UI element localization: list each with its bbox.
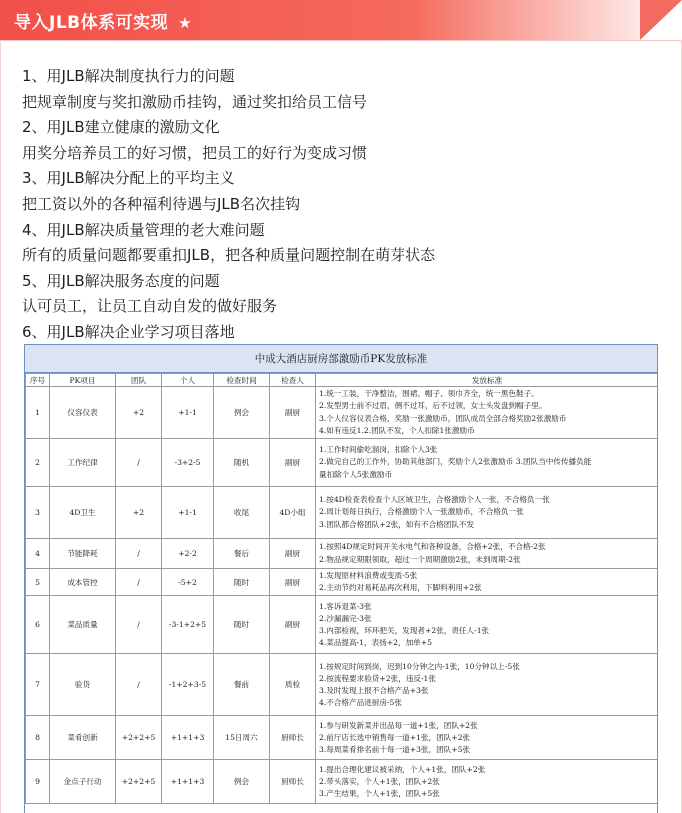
row-number: 4 — [26, 539, 50, 569]
row-number: 2 — [26, 439, 50, 487]
standard-line: 3.团队都合格团队+2张，如有不合格团队不发 — [319, 519, 475, 529]
table-row — [26, 439, 659, 487]
standard-line: 4.菜品提高-1，表扬+2，加单+5 — [319, 638, 432, 648]
header-corner-fold — [640, 0, 682, 40]
standard-line: 4.如有违反1.2.团队不发，个人扣除1张激励币 — [319, 425, 475, 435]
team-score: +2+2+5 — [116, 716, 162, 760]
checker: 4D小组 — [270, 487, 316, 539]
list-line: 1、用JLB解决制度执行力的问题 — [22, 67, 235, 85]
check-time: 例会 — [214, 760, 270, 804]
standard-line: 4.不合格产品进厨房-5张 — [319, 698, 402, 708]
standard-line: 1.工作时间偷吃溜岗，扣除个人3张 — [319, 445, 438, 455]
checker: 副厨 — [270, 439, 316, 487]
standard-line: 2.周计划每日执行，合格激励个人一张激励币，不合格负一张 — [319, 507, 524, 517]
table-row — [26, 569, 659, 596]
issue-standard — [316, 760, 659, 804]
pk-item: 金点子行动 — [50, 760, 116, 804]
standard-line: 2.物品规定期限领取，超过一个周期激励2张，未到周期-2张 — [319, 554, 521, 564]
pk-item: 菜品质量 — [50, 596, 116, 654]
list-line: 所有的质量问题都要重扣JLB，把各种质量问题控制在萌芽状态 — [22, 246, 436, 265]
checker: 副厨 — [270, 569, 316, 596]
column-header: 序号 — [26, 374, 50, 387]
standard-line: 2.带头落实，个人+1张，团队+2张 — [319, 776, 440, 786]
issue-standard — [316, 439, 659, 487]
standard-line: 2.做完自己的工作外，协助其他部门，奖励个人2张激励币 3.团队当中传传播负能 — [319, 457, 592, 467]
issue-standard — [316, 596, 659, 654]
list-line: 2、用JLB建立健康的激励文化 — [22, 118, 220, 137]
list-line: 用奖分培养员工的好习惯，把员工的好行为变成习惯 — [22, 143, 368, 162]
standard-line: 2.沙漏漏完-3张 — [319, 613, 372, 623]
header-divider — [0, 40, 682, 41]
standard-line: 1.按照4D规定时间开关水电气和各种设备，合格+2张，不合格-2张 — [319, 542, 546, 552]
team-score: / — [116, 654, 162, 716]
team-score: / — [116, 569, 162, 596]
list-line: 把工资以外的各种福利待遇与JLB名次挂钩 — [22, 194, 301, 213]
section-title-text: 导入JLB体系可实现 — [14, 13, 169, 33]
checker: 厨师长 — [270, 760, 316, 804]
standard-line: 3.及时发现上报不合格产品+3张 — [319, 685, 429, 695]
pk-item: 仪容仪表 — [50, 387, 116, 439]
checker: 副厨 — [270, 539, 316, 569]
check-time: 随机 — [214, 439, 270, 487]
standard-line: 1.统一工装，干净整洁，围裙、帽子、领巾齐全，统一黑色鞋子。 — [319, 389, 539, 399]
table-row — [26, 387, 659, 439]
check-time: 餐后 — [214, 539, 270, 569]
section-header — [0, 0, 682, 40]
check-time: 15日周六 — [214, 716, 270, 760]
row-number: 1 — [26, 387, 50, 439]
personal-score: +1+1+3 — [162, 716, 214, 760]
issue-standard — [316, 716, 659, 760]
team-score: +2 — [116, 487, 162, 539]
pk-item: 成本管控 — [50, 569, 116, 596]
column-header: 发放标准 — [316, 374, 659, 387]
row-number: 3 — [26, 487, 50, 539]
list-line: 认可员工，让员工自动自发的做好服务 — [22, 297, 278, 316]
personal-score: +1-1 — [162, 487, 214, 539]
pk-item: 4D卫生 — [50, 487, 116, 539]
row-number: 6 — [26, 596, 50, 654]
standard-line: 2.主动节约对易耗品再次利用，下脚料利用+2张 — [319, 583, 482, 593]
issue-standard — [316, 539, 659, 569]
pk-item: 工作纪律 — [50, 439, 116, 487]
star-icon: ★ — [178, 14, 193, 32]
table-header-row — [26, 374, 659, 387]
checker: 副厨 — [270, 596, 316, 654]
personal-score: -1+2+3-5 — [162, 654, 214, 716]
table-row — [26, 654, 659, 716]
table-title: 中成大酒店厨房部激励币PK发放标准 — [25, 345, 657, 373]
column-header: PK项目 — [50, 374, 116, 387]
standard-line: 量扣除个人5张激励币 — [319, 469, 393, 479]
personal-score: -3-1+2+5 — [162, 596, 214, 654]
table-row — [26, 760, 659, 804]
table-row — [26, 716, 659, 760]
checker: 副厨 — [270, 387, 316, 439]
team-score: / — [116, 439, 162, 487]
standard-line: 2.发型男士前不过眉，侧不过耳，后不过领，女士头发盘到帽子里。 — [319, 401, 547, 411]
column-header: 团队 — [116, 374, 162, 387]
pk-item: 菜肴创新 — [50, 716, 116, 760]
personal-score: -3+2-5 — [162, 439, 214, 487]
standard-line: 3.每周菜肴排名前十每一道+3张，团队+5张 — [319, 745, 471, 754]
incentive-table — [25, 373, 658, 804]
issue-standard — [316, 487, 659, 539]
standard-line: 3.产生结果，个人+1张，团队+5张 — [319, 789, 440, 798]
team-score: +2+2+5 — [116, 760, 162, 804]
standard-line: 2.前厅店长选中销售每一道+1张，团队+2张 — [319, 732, 471, 742]
team-score: +2 — [116, 387, 162, 439]
standard-line: 1.发现原材料浪费或变质-5张 — [319, 571, 418, 580]
check-time: 收尾 — [214, 487, 270, 539]
row-number: 9 — [26, 760, 50, 804]
row-number: 8 — [26, 716, 50, 760]
personal-score: +1+1+3 — [162, 760, 214, 804]
table-row — [26, 539, 659, 569]
standard-line: 3.内部检视，环环把关，发现者+2张，责任人-1张 — [319, 625, 490, 635]
checker: 质检 — [270, 654, 316, 716]
check-time: 随时 — [214, 569, 270, 596]
frame-left-border — [0, 40, 1, 813]
issue-standard — [316, 569, 659, 596]
section-title — [14, 8, 192, 33]
checker: 厨师长 — [270, 716, 316, 760]
table-row — [26, 596, 659, 654]
team-score: / — [116, 539, 162, 569]
standard-line: 3.个人仪容仪表合格，奖励一张激励币，团队成员全部合格奖励2张激励币 — [319, 413, 567, 423]
column-header: 检查时间 — [214, 374, 270, 387]
column-header: 检查人 — [270, 374, 316, 387]
standard-line: 1.提出合理化建议被采纳，个人+1张，团队+2张 — [319, 764, 486, 774]
check-time: 餐前 — [214, 654, 270, 716]
standard-line: 1.参与研发新菜并出品每一道+1张，团队+2张 — [319, 720, 478, 730]
row-number: 7 — [26, 654, 50, 716]
list-line: 把规章制度与奖扣激励币挂钩，通过奖扣给员工信号 — [22, 92, 368, 111]
check-time: 例会 — [214, 387, 270, 439]
standard-line: 2.按流程要求验货+2张，违反-1张 — [319, 673, 436, 683]
list-line: 5、用JLB解决服务态度的问题 — [22, 271, 220, 290]
check-time: 随时 — [214, 596, 270, 654]
pk-item: 节能降耗 — [50, 539, 116, 569]
standard-line: 1.按4D检查表检查个人区域卫生，合格激励个人一张，不合格负一张 — [319, 495, 550, 505]
issue-standard — [316, 654, 659, 716]
benefit-list — [22, 64, 662, 346]
personal-score: -5+2 — [162, 569, 214, 596]
issue-standard — [316, 387, 659, 439]
row-number: 5 — [26, 569, 50, 596]
column-header: 个人 — [162, 374, 214, 387]
standard-line: 1.客诉退菜-3张 — [319, 601, 372, 611]
personal-score: +1-1 — [162, 387, 214, 439]
team-score: / — [116, 596, 162, 654]
incentive-table-image — [24, 344, 658, 813]
pk-item: 验货 — [50, 654, 116, 716]
list-line: 3、用JLB解决分配上的平均主义 — [22, 169, 235, 188]
personal-score: +2-2 — [162, 539, 214, 569]
table-row — [26, 487, 659, 539]
list-line: 6、用JLB解决企业学习项目落地 — [22, 322, 235, 341]
list-line: 4、用JLB解决质量管理的老大难问题 — [22, 220, 265, 239]
standard-line: 1.按规定时间到岗，迟到10分钟之内-1张，10分钟以上-5张 — [319, 661, 520, 671]
